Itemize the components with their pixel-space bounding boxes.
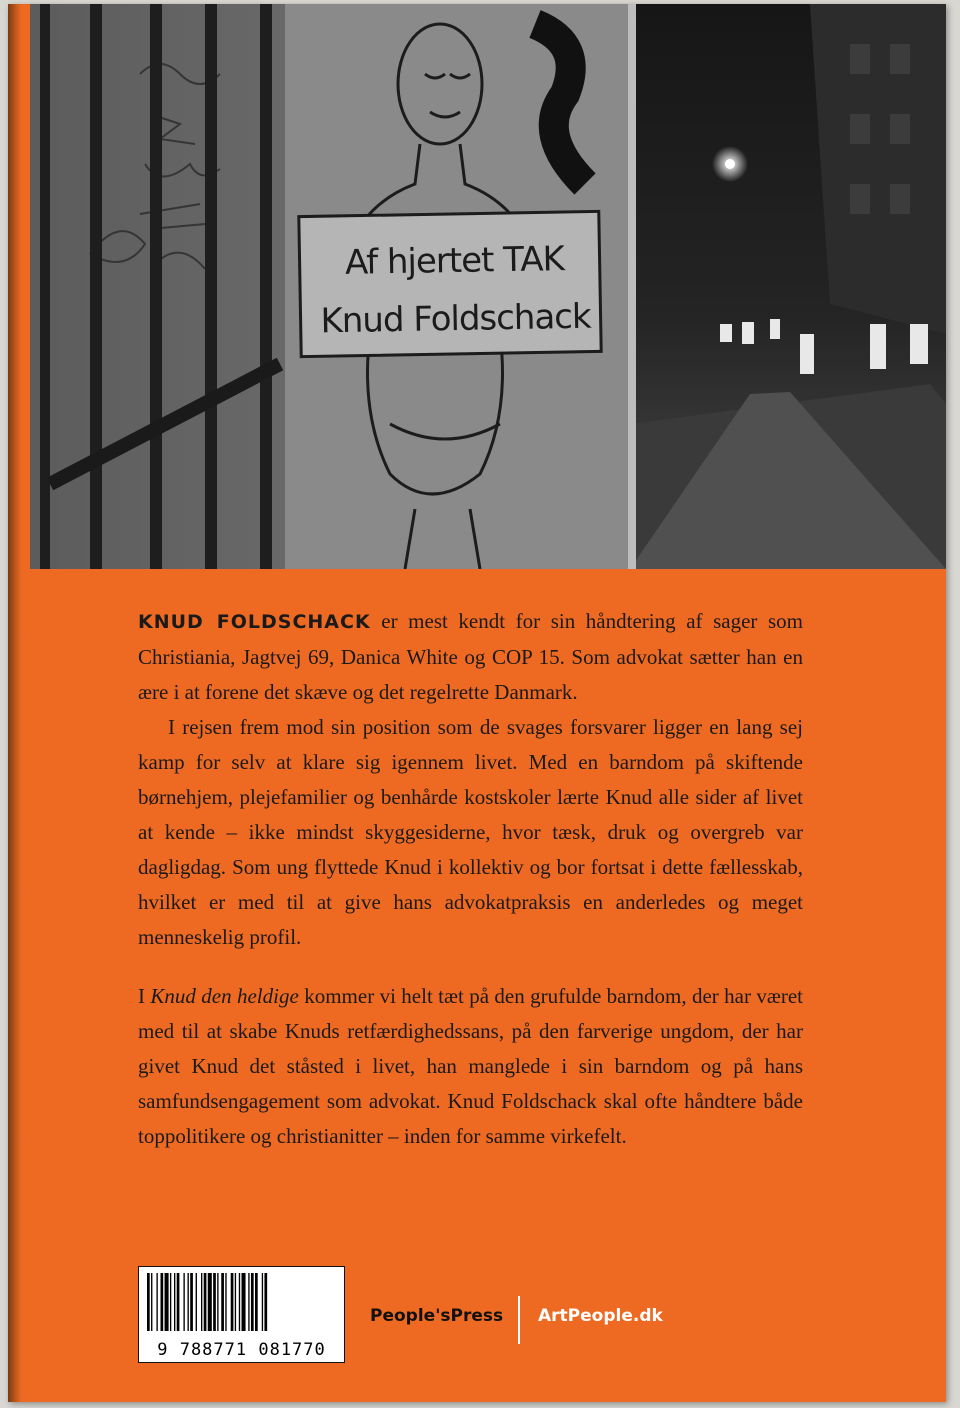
publisher-website: ArtPeople.dk bbox=[538, 1306, 663, 1326]
back-cover-blurb bbox=[138, 604, 803, 1154]
isbn-barcode bbox=[138, 1266, 345, 1363]
cover-photo bbox=[30, 4, 946, 569]
barcode-bars bbox=[147, 1273, 336, 1331]
blurb-p3-text: kommer vi helt tæt på den grufulde barndom, der har været med til at skabe Knuds retfærdighedssans, på den farverige ungdom, der har givet Knud det ståsted i livet, han manglede i sin barndom og på hans samfundsengagement som advokat. Knud Foldschack skal ofte håndtere både toppolitikere og christianitter – inden for samme virkefelt. bbox=[138, 984, 804, 1148]
blurb-paragraph-3 bbox=[138, 979, 803, 1154]
publisher-logo: People'sPress bbox=[370, 1306, 504, 1326]
sign-line-2: Knud Foldschack bbox=[320, 296, 591, 342]
book-back-cover bbox=[8, 4, 946, 1402]
blurb-p3-prefix: I bbox=[138, 984, 151, 1008]
book-title-italic: Knud den heldige bbox=[150, 984, 299, 1008]
blurb-p1-text: er mest kendt for sin håndtering af sager som Christiania, Jagtvej 69, Danica White og COP 15. Som advokat sætter han en ære i at forene det skæve og det regelrette Danmark. bbox=[138, 609, 803, 704]
blurb-paragraph-2: I rejsen frem mod sin position som de svages forsvarer ligger en lang sej kamp for selv at klare sig igennem livet. Med en barndom på skiftende børnehjem, plejefamilier og benhårde kostskoler lærte Knud alle sider af livet at kende – ikke mindst skyggesiderne, hvor tæsk, druk og overgreb var dagligdag. Som ung flyttede Knud i kollektiv og bor fortsat i dette fællesskab, hvilket er med til at give hans advokatpraksis en anderledes og meget menneskelig profil. bbox=[138, 715, 803, 949]
spine-edge bbox=[8, 4, 22, 1402]
isbn-number: 9 788771 081770 bbox=[157, 1340, 326, 1360]
sign-line-1: Af hjertet TAK bbox=[344, 239, 565, 283]
logo-divider bbox=[518, 1296, 520, 1344]
sign-text bbox=[319, 230, 591, 351]
blurb-paragraph-1 bbox=[138, 604, 803, 710]
author-name: KNUD FOLDSCHACK bbox=[138, 611, 371, 633]
